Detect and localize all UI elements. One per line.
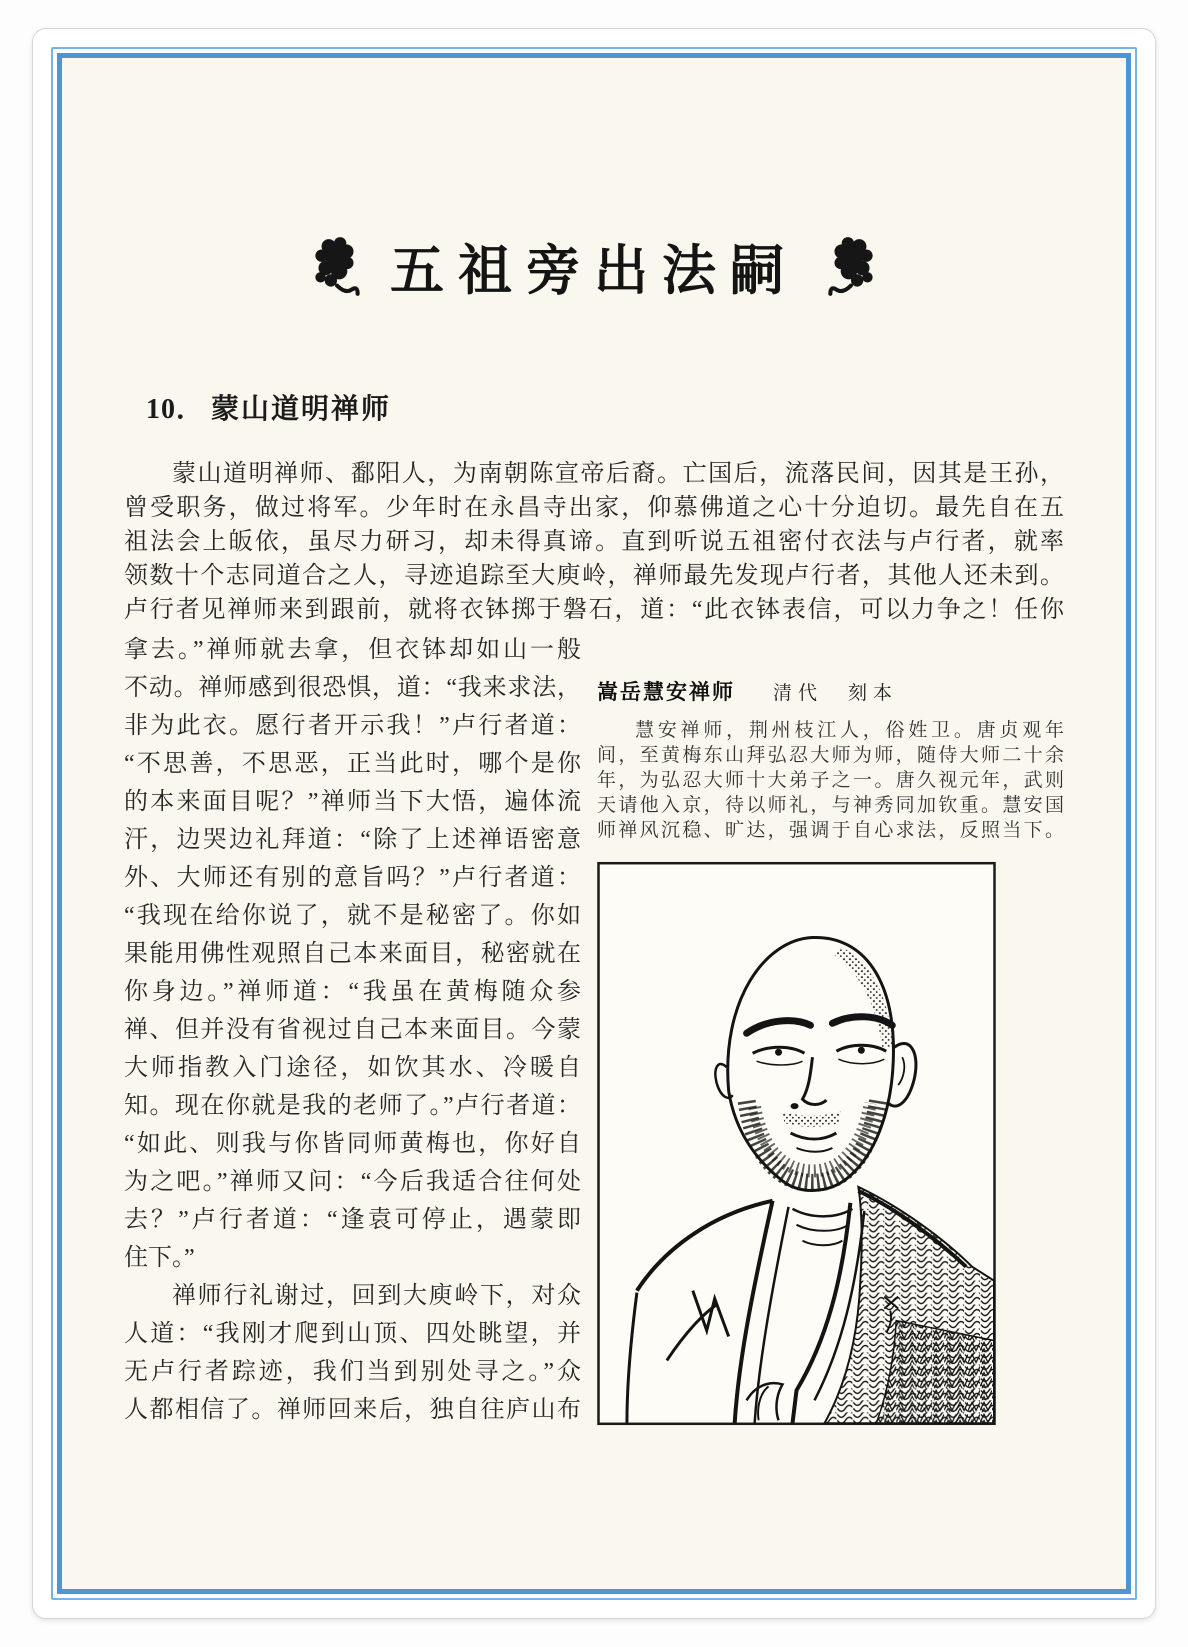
woodcut-monk-portrait: [597, 861, 996, 1426]
body-line: 为之吧。”禅师又问：“今后我适合往何处: [124, 1169, 581, 1195]
body-line: 禅师行礼谢过，回到大庾岭下，对众: [172, 1283, 581, 1309]
blue-frame-outer: [51, 47, 1137, 1600]
body-line: 知。现在你就是我的老师了。”卢行者道：: [124, 1093, 581, 1119]
cloud-flourish-icon: [312, 234, 360, 300]
cloud-flourish-icon: [828, 234, 876, 300]
body-line: 曾受职务，做过将军。少年时在永昌寺出家，仰慕佛道之心十分迫切。最先自在五: [124, 495, 1064, 521]
section-heading: [146, 387, 1064, 427]
body-line: 外、大师还有别的意旨吗？”卢行者道：: [124, 865, 581, 891]
body-line: 大师指教入门途径，如饮其水、冷暖自: [124, 1055, 581, 1081]
figure-caption-title: 嵩岳慧安禅师: [597, 680, 735, 704]
chapter-title: 五祖旁出法嗣: [390, 241, 798, 301]
chapter-title-row: [124, 228, 1064, 305]
blue-frame-inner: [57, 53, 1131, 1594]
body-line: 蒙山道明禅师、鄱阳人，为南朝陈宣帝后裔。亡国后，流落民间，因其是王孙，: [172, 461, 1064, 487]
figure-desc-line: 间，至黄梅东山拜弘忍大师为师，随侍大师二十余: [597, 745, 1064, 766]
body-line: 去？”卢行者道：“逢袁可停止，遇蒙即: [124, 1207, 581, 1233]
body-line: 禅、但并没有省视过自己本来面目。今蒙: [124, 1017, 581, 1043]
body-line: 非为此衣。愿行者开示我！”卢行者道：: [124, 713, 581, 739]
body-line: 汗，边哭边礼拜道：“除了上述禅语密意: [124, 827, 581, 853]
page-content: [62, 228, 1126, 1594]
body-line: 祖法会上皈依，虽尽力研习，却未得真谛。直到听说五祖密付衣法与卢行者，就率: [124, 529, 1064, 555]
body-line: 无卢行者踪迹，我们当到别处寻之。”众: [124, 1359, 581, 1385]
figure-caption: [597, 677, 1064, 710]
left-text-column: [124, 631, 581, 1429]
body-line: 的本来面目呢？”禅师当下大悟，遍体流: [124, 789, 581, 815]
body-line: “如此、则我与你皆同师黄梅也，你好自: [124, 1131, 581, 1157]
page-card: [32, 28, 1156, 1619]
figure-caption-meta: 清代 刻本: [773, 683, 899, 704]
figure-desc-line: 年，为弘忍大师十大弟子之一。唐久视元年，武则: [597, 770, 1064, 791]
body-line: 人都相信了。禅师回来后，独自往庐山布: [124, 1397, 581, 1423]
body-line: 果能用佛性观照自己本来面目，秘密就在: [124, 941, 581, 967]
figure-desc-line: 师禅风沉稳、旷达，强调于自心求法，反照当下。: [597, 820, 1064, 841]
two-column-region: [124, 631, 1064, 1429]
figure-desc-line: 慧安禅师，荆州枝江人，俗姓卫。唐贞观年: [635, 720, 1064, 741]
body-line: 领数十个志同道合之人，寻迹追踪至大庾岭，禅师最先发现卢行者，其他人还未到。: [124, 563, 1064, 589]
paragraph-1: [124, 457, 1064, 627]
body-line: 不动。禅师感到很恐惧，道：“我来求法，: [124, 675, 581, 701]
figure-description: [597, 718, 1064, 843]
body-line: “我现在给你说了，就不是秘密了。你如: [124, 903, 581, 929]
section-title: 蒙山道明禅师: [211, 394, 392, 425]
body-line: 卢行者见禅师来到跟前，就将衣钵掷于磐石，道：“此衣钵表信，可以力争之！任你: [124, 597, 1064, 623]
section-number: 10．: [146, 394, 206, 425]
body-line: 住下。”: [124, 1245, 195, 1271]
figure-desc-line: 天请他入京，待以师礼，与神秀同加钦重。慧安国: [597, 795, 1064, 816]
body-line: 人道：“我刚才爬到山顶、四处眺望，并: [124, 1321, 581, 1347]
body-line: 拿去。”禅师就去拿，但衣钵却如山一般: [124, 637, 581, 663]
body-line: “不思善，不思恶，正当此时，哪个是你: [124, 751, 581, 777]
figure-column: [581, 631, 1064, 1429]
body-line: 你身边。”禅师道：“我虽在黄梅随众参: [124, 979, 581, 1005]
